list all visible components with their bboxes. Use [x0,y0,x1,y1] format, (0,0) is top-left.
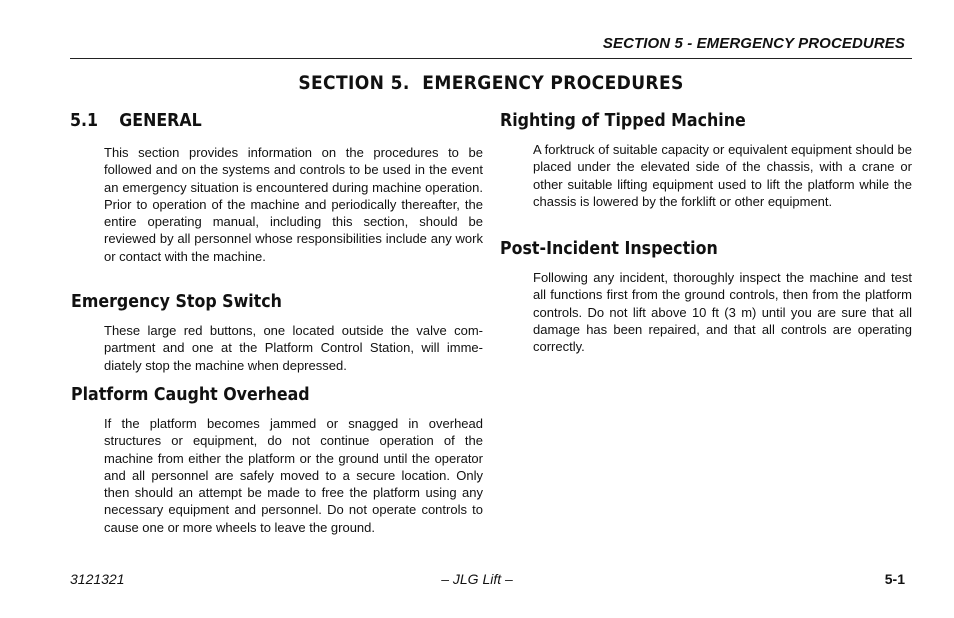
caught-overhead-body: If the platform becomes jammed or snagged in overhead structures or equipment, do not continue operation of the machine from either the platform or the ground until the operator and all personnel are safely moved to a secure location. Only then should an attempt be made to free the platform using any necessary equipment and personnel. Do not operate controls to cause one or more wheels to leave the ground. [104,416,483,535]
footer-center-text: – JLG Lift – [441,571,513,587]
post-incident-heading: Post-Incident Inspection [500,238,718,259]
post-incident-body: Following any incident, thoroughly inspect the machine and test all functions first from the ground controls, then from the platform controls. Do not lift above 10 ft (3 m) until you are sure that all damage has been repaired, and that all controls are operating correctly. [533,270,912,355]
general-body: This section provides information on the procedures to be followed and on the systems and controls to be used in the event an emergency situation is encountered during machine operation. Prior to operation of the machine and periodically thereafter, the entire operating manual, including this section, should be reviewed by all personnel whose responsibilities include any work or contact with the machine. [104,145,483,264]
general-title: GENERAL [119,110,202,131]
righting-heading: Righting of Tipped Machine [500,110,746,131]
running-header: SECTION 5 - EMERGENCY PROCEDURES [602,35,905,52]
general-heading [70,110,202,131]
emergency-stop-body: These large red buttons, one located outside the valve com-partment and one at the Platform Control Station, will imme-diately stop the machine when depressed. [104,323,483,373]
footer-page-number: 5-1 [884,571,905,587]
righting-body: A forktruck of suitable capacity or equivalent equipment should be placed under the elevated side of the chassis, with a crane or other suitable lifting equipment used to lift the platform while the chassis is lowered by the forklift or other equipment. [533,142,912,209]
emergency-stop-heading: Emergency Stop Switch [71,291,282,312]
general-number: 5.1 [70,110,99,131]
section-title: SECTION 5. EMERGENCY PROCEDURES [298,72,684,94]
footer-doc-number: 3121321 [70,571,125,587]
caught-overhead-heading: Platform Caught Overhead [71,384,310,405]
header-rule [70,58,912,59]
